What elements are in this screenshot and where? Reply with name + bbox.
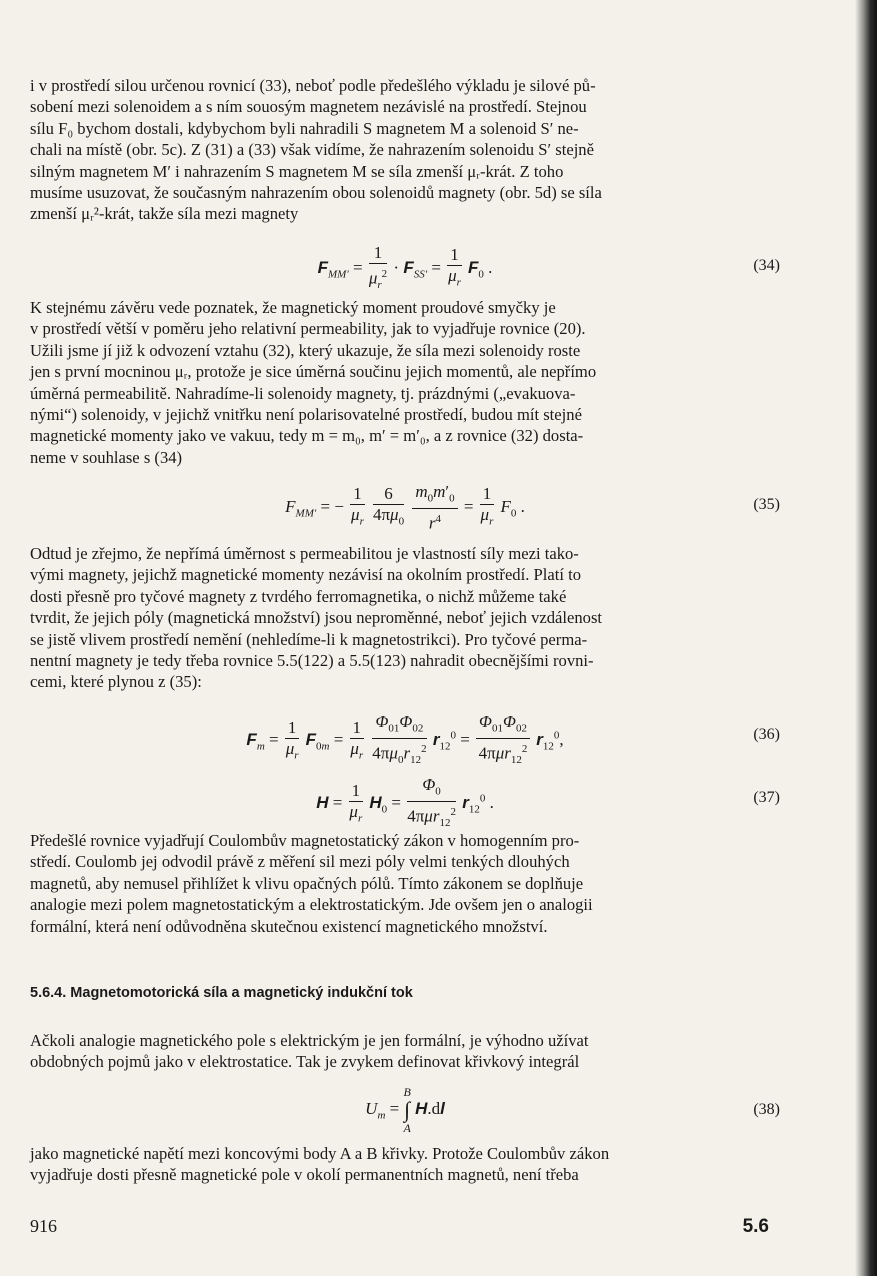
equation-36-body: $F_m$ = $\frac{1}{\mu_r}$ $F_{0m}$ = $\frac{1}{\mu_r}$ $\frac{\Phi_{01}\Phi_{02}}{4\pi\mu_0r_{12}^2}$ $r_{12}^0$ = $\frac{\Phi_{01}\Phi_{02}}{4\pi\mu r_{12}^2}$ $r_{12}^0$,	[246, 712, 564, 767]
text-line: cemi, které plynou z (35):	[30, 672, 202, 692]
section-heading: 5.6.4. Magnetomotorická síla a magnetický indukční tok	[30, 985, 413, 1001]
equation-number: (37)	[753, 789, 780, 806]
text-line: Odtud je zřejmo, že nepřímá úměrnost s permeabilitou je vlastností síly mezi tako-	[30, 544, 579, 563]
section-number: 5.6	[742, 1216, 769, 1237]
text-line: sílu F₀ bychom dostali, kdybychom byli nahradili S magnetem M a solenoid S′ ne-	[30, 118, 579, 138]
text-line: nentní magnety je tedy třeba rovnice 5.5(122) a 5.5(123) nahradit obecnějšími rovni-	[30, 651, 594, 671]
equation-37	[30, 775, 780, 830]
equation-36	[30, 712, 780, 767]
text-line: obdobných pojmů jako v elektrostatice. Tak je zvykem definovat křivkový integrál	[30, 1052, 580, 1072]
paragraph-6	[30, 1143, 780, 1186]
equation-38	[30, 1085, 780, 1135]
equation-38-body: $U_m = B$ ∫ A H.dl	[365, 1085, 445, 1135]
equation-37-body: H = $\frac{1}{\mu_r}$ $H_0$ = $\frac{\Phi_0}{4\pi\mu r_{12}^2}$ $r_{12}^0$ .	[316, 775, 494, 830]
text-line: vyjadřuje dosti přesně magnetické pole v okolí permanentních magnetů, není třeba	[30, 1165, 579, 1185]
paragraph-3	[30, 543, 780, 693]
text-line: úměrná permeabilitě. Nahradíme-li solenoidy magnety, tj. prázdnými („evakuova-	[30, 383, 576, 403]
page-edge-shadow	[855, 0, 877, 1276]
equation-35	[30, 482, 780, 534]
text-line: se jistě vlivem prostředí nemění (nehledíme-li k magnetostrikci). Pro tyčové perma-	[30, 629, 588, 649]
text-line: magnetické momenty jako ve vakuu, tedy m = m₀, m′ = m′₀, a z rovnice (32) dosta-	[30, 426, 584, 446]
text-line: magnetů, aby nemusel přihlížet k vlivu opačných pólů. Tímto zákonem se doplňuje	[30, 873, 584, 893]
text-line: chali na místě (obr. 5c). Z (31) a (33) však vidíme, že nahrazením solenoidu S′ stejně	[30, 140, 594, 160]
page-number: 916	[30, 1216, 57, 1236]
text-line: K stejnému závěru vede poznatek, že magnetický moment proudové smyčky je	[30, 298, 556, 317]
paragraph-1	[30, 75, 780, 225]
text-line: středí. Coulomb jej odvodil právě z měření sil mezi póly velmi tenkých dlouhých	[30, 852, 570, 872]
text-line: nými“) solenoidy, v jejichž vnitřku není polarisovatelné prostředí, budou mít stejné	[30, 405, 582, 425]
equation-35-body: $F_{MM'}$ = − $\frac{1}{\mu_r}$ $\frac{6}{4\pi\mu_0}$ $\frac{m_0m'_0}{r^4}$ = $\frac{1}{\mu_r}$ $F_0$ .	[285, 482, 525, 534]
paragraph-5	[30, 1030, 780, 1073]
text-line: zmenší μᵣ²-krát, takže síla mezi magnety	[30, 204, 299, 224]
text-line: v prostředí větší v poměru jeho relativní permeability, jak to vyjadřuje rovnice (20).	[30, 319, 586, 339]
text-line: tvrdit, že jejich póly (magnetická množství) jsou neproměnné, neboť jejich vzdálenost	[30, 608, 603, 628]
text-line: i v prostředí silou určenou rovnicí (33), neboť podle předešlého výkladu je silové pů-	[30, 76, 596, 95]
text-line: jen s první mocninou μᵣ, protože je sice úměrná součinu jejich momentů, ale nepřímo	[30, 362, 597, 382]
text-line: musíme usuzovat, že současným nahrazením obou solenoidů magnety (obr. 5d) se síla	[30, 183, 602, 203]
text-line: silným magnetem M′ i nahrazením S magnetem M se síla zmenší μᵣ-krát. Z toho	[30, 161, 564, 181]
equation-number: (34)	[753, 257, 780, 274]
text-line: neme v souhlase s (34)	[30, 447, 183, 467]
equation-34	[30, 243, 780, 292]
paragraph-4	[30, 830, 780, 937]
text-line: sobení mezi solenoidem a s ním souosým magnetem nezávislé na prostředí. Stejnou	[30, 97, 587, 117]
text-line: dosti přesně pro tyčové magnety z tvrdého ferromagnetika, o nichž můžeme také	[30, 586, 567, 606]
text-line: vými magnety, jejichž magnetické momenty nezávisí na okolním prostředí. Platí to	[30, 565, 581, 585]
equation-number: (35)	[753, 496, 780, 513]
text-line: Užili jsme jí již k odvození vztahu (32), který ukazuje, že síla mezi solenoidy roste	[30, 340, 581, 360]
equation-number: (36)	[753, 726, 780, 743]
text-line: Předešlé rovnice vyjadřují Coulombův magnetostatický zákon v homogenním pro-	[30, 831, 580, 850]
text-line: analogie mezi polem magnetostatickým a elektrostatickým. Jde ovšem jen o analogii	[30, 895, 593, 915]
text-line: jako magnetické napětí mezi koncovými body A a B křivky. Protože Coulombův zákon	[30, 1144, 610, 1163]
equation-34-body: $F_{MM'}$ = $\frac{1}{\mu_r^2}$ · $F_{SS'}$ = $\frac{1}{\mu_r}$ $F_0$ .	[317, 243, 493, 292]
text-line: formální, která není odůvodněna skutečnou existencí magnetického množství.	[30, 916, 548, 936]
equation-number: (38)	[753, 1101, 780, 1118]
paragraph-2	[30, 297, 780, 468]
text-line: Ačkoli analogie magnetického pole s elektrickým je jen formální, je výhodno užívat	[30, 1031, 589, 1050]
